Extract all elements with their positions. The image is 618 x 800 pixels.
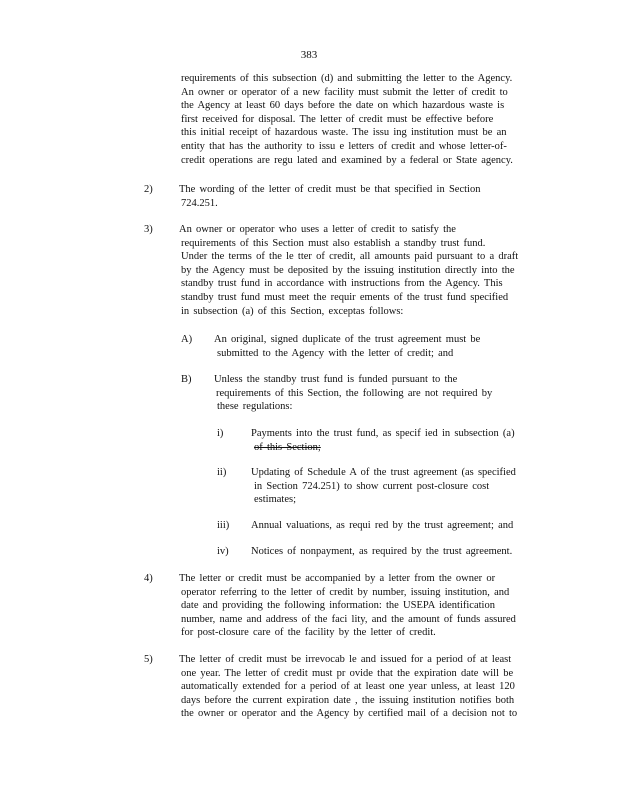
sub-item-iii-label: iii) [217, 520, 230, 531]
sub-item-iv-label: iv) [217, 546, 229, 557]
text-line: for post-closure care of the facility by the letter of credit. [181, 627, 436, 639]
text-line: entity that has the authority to issu e letters of credit and whose letter-of- [181, 140, 507, 152]
sub-item-a-text [214, 333, 480, 360]
text-line: requirements of this Section, the following are not required by [216, 387, 493, 399]
text-line: date and providing the following information: the USEPA identification [181, 600, 495, 612]
text-line: An owner or operator who uses a letter of credit to satisfy the [179, 224, 456, 235]
text-line: Notices of nonpayment, as required by the trust agreement. [251, 546, 513, 557]
text-line: in subsection (a) of this Section, exceptas follows: [181, 305, 404, 317]
item-2-label: 2) [144, 184, 153, 195]
sub-item-a-label: A) [181, 334, 193, 345]
text-line: The wording of the letter of credit must be that specified in Section [179, 184, 481, 195]
sub-item-b-label: B) [181, 374, 192, 385]
text-line: standby trust fund must meet the requir ements of the trust fund specified [181, 291, 509, 303]
text-line: days before the current expiration date , the issuing institution notifies both [181, 694, 515, 706]
text-line: number, name and address of the faci lity, and the amount of funds assured [181, 613, 516, 625]
text-line: submitted to the Agency with the letter of credit; and [217, 347, 454, 359]
sub-item-ii-text [251, 466, 516, 507]
item-2-text [179, 183, 480, 210]
sub-item-ii-label: ii) [217, 467, 227, 478]
intro-paragraph [181, 72, 513, 167]
text-line: Unless the standby trust fund is funded pursuant to the [214, 374, 458, 385]
sub-item-b-text [214, 373, 492, 414]
text-line: Annual valuations, as requi red by the trust agreement; and [251, 520, 514, 531]
struck-text-line: of this Section; [254, 441, 321, 453]
item-5-label: 5) [144, 654, 153, 665]
text-line: An owner or operator of a new facility must submit the letter of credit to [181, 86, 508, 98]
text-line: Payments into the trust fund, as specif ied in subsection (a) [251, 428, 515, 439]
text-line: Updating of Schedule A of the trust agreement (as specified [251, 467, 516, 478]
text-line: requirements of this Section must also establish a standby trust fund. [181, 237, 486, 249]
text-line: by the Agency must be deposited by the issuing institution directly into the [181, 264, 515, 276]
text-line: these regulations: [217, 401, 293, 413]
page-number: 383 [300, 49, 318, 61]
item-3-label: 3) [144, 224, 153, 235]
item-5-text [179, 653, 517, 721]
sub-item-iv-text [251, 545, 512, 559]
sub-item-i-text [251, 427, 515, 454]
text-line: this initial receipt of hazardous waste. The issu ing institution must be an [181, 127, 507, 139]
text-line: in Section 724.251) to show current post-closure cost [254, 480, 490, 492]
sub-item-iii-text [251, 519, 513, 533]
item-4-label: 4) [144, 573, 153, 584]
text-line: first received for disposal. The letter of credit must be effective before [181, 113, 494, 125]
text-line: An original, signed duplicate of the trust agreement must be [214, 334, 481, 345]
item-3-text [179, 223, 518, 318]
text-line: the Agency at least 60 days before the date on which hazardous waste is [181, 100, 505, 112]
item-4-text [179, 572, 516, 640]
text-line: standby trust fund in accordance with instructions from the Agency. This [181, 278, 503, 290]
text-line: estimates; [254, 494, 296, 506]
text-line: the owner or operator and the Agency by certified mail of a decision not to [181, 708, 518, 720]
text-line: operator referring to the letter of credit by number, issuing institution, and [181, 586, 510, 598]
text-line: automatically extended for a period of at least one year unless, at least 120 [181, 681, 515, 693]
text-line: Under the terms of the le tter of credit, all amounts paid pursuant to a draft [181, 251, 519, 263]
text-line: requirements of this subsection (d) and submitting the letter to the Agency. [181, 73, 513, 84]
sub-item-i-label: i) [217, 428, 224, 439]
text-line: 724.251. [181, 197, 218, 209]
text-line: credit operations are regu lated and examined by a federal or State agency. [181, 154, 513, 166]
text-line: The letter of credit must be irrevocab le and issued for a period of at least [179, 654, 512, 665]
text-line: one year. The letter of credit must pr ovide that the expiration date will be [181, 667, 514, 679]
text-line: The letter or credit must be accompanied by a letter from the owner or [179, 573, 496, 584]
